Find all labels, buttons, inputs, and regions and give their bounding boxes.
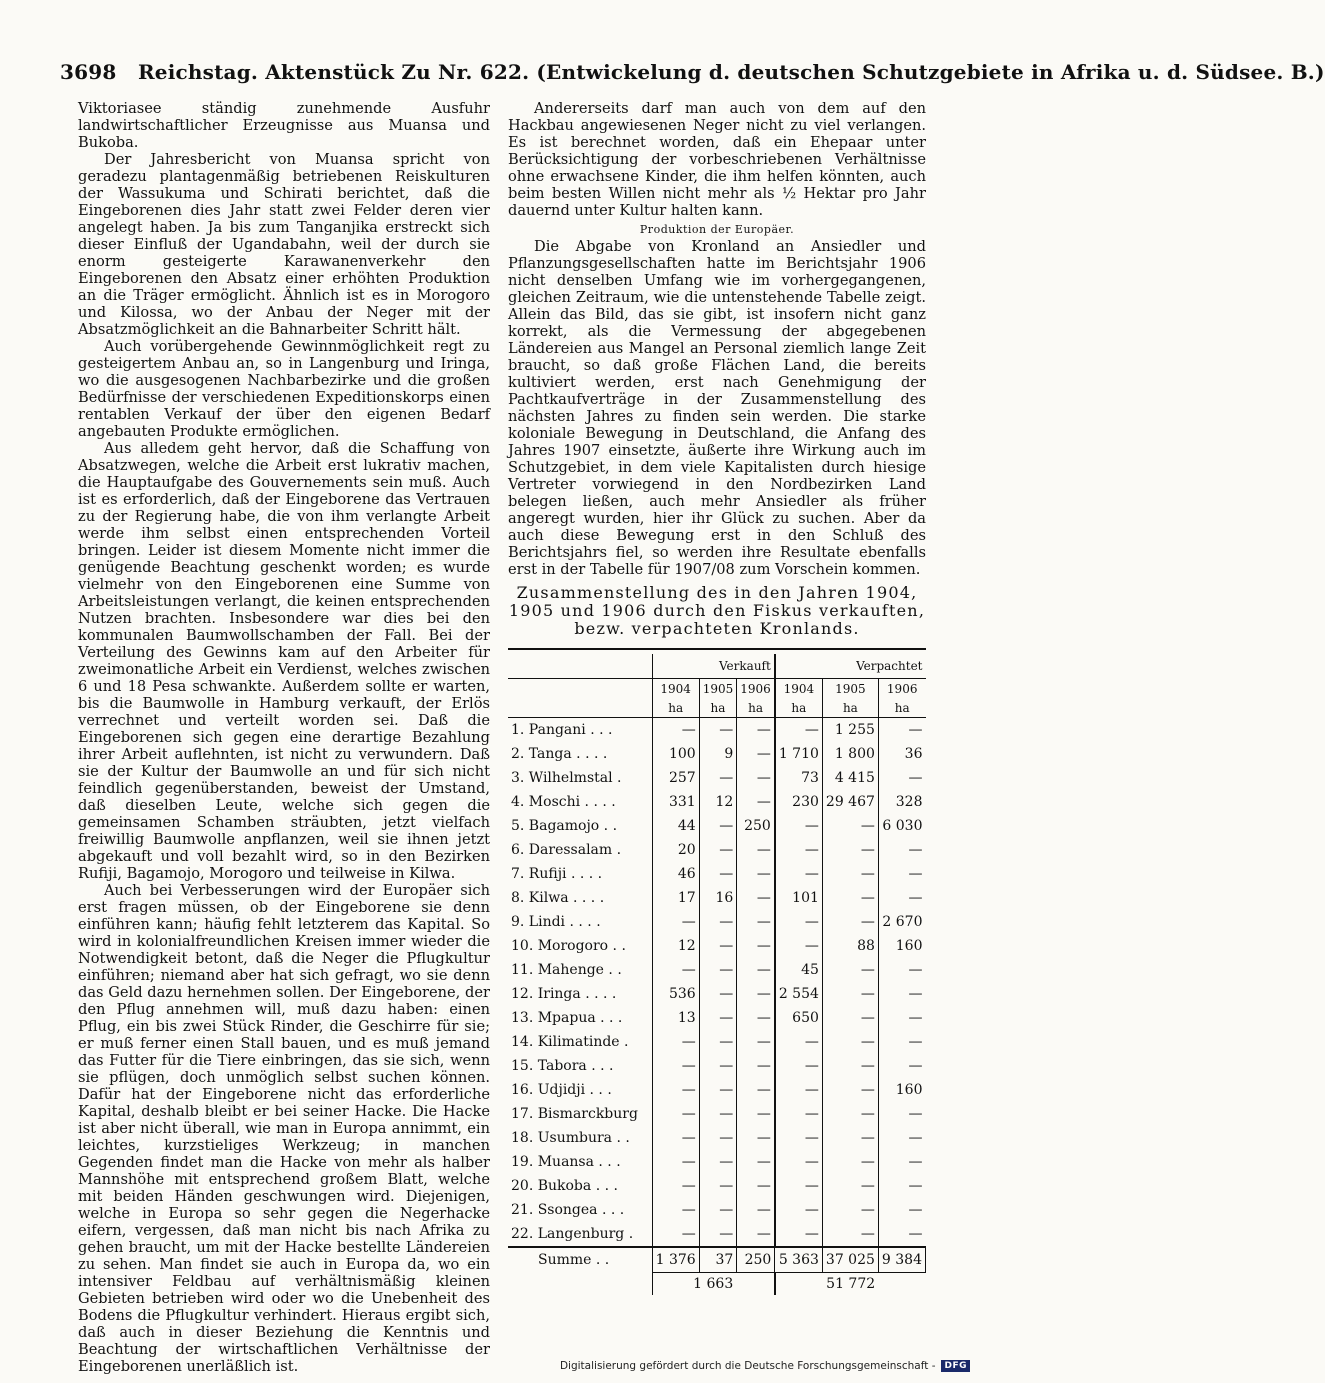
- table-cell: —: [699, 718, 737, 743]
- table-row: [508, 766, 926, 790]
- table-cell: 9: [699, 742, 737, 766]
- table-cell: 20: [652, 838, 699, 862]
- table-cell: —: [699, 1102, 737, 1126]
- table-cell: —: [775, 1030, 823, 1054]
- unit-header: ha: [822, 699, 878, 718]
- table-cell: —: [737, 1150, 775, 1174]
- year-header: 1905: [822, 679, 878, 700]
- table-cell: —: [878, 766, 925, 790]
- paragraph: Der Jahresbericht von Muansa spricht von geradezu plantagenmäßig betriebenen Reiskulturen der Wassukuma und Schirati berichtet, daß die Eingeborenen dies Jahr statt zwei Felder deren vier angelegt haben. Ja bis zum Tanganjika erstreckt sich dieser Einfluß der Ugandabahn, weil der durch sie enorm gesteigerte Karawanenverkehr den Eingeborenen den Absatz einer erhöhten Produktion an die Träger ermöglicht. Ähnlich ist es in Morogoro und Kilossa, wo der Anbau der Neger mit der Absatzmöglichkeit an die Bahnarbeiter Schritt hält.: [78, 151, 490, 338]
- district-label: 17. Bismarckburg: [511, 1105, 638, 1122]
- table-cell: 88: [822, 934, 878, 958]
- total-verpachtet: 51 772: [775, 1273, 926, 1296]
- section-heading: Produktion der Europäer.: [639, 223, 795, 236]
- table-cell: —: [822, 982, 878, 1006]
- page-number: 3698: [60, 60, 117, 84]
- paragraph: Viktoriasee ständig zunehmende Ausfuhr landwirtschaftlicher Erzeugnisse aus Muansa und Bukoba.: [78, 100, 490, 151]
- district-label: 9. Lindi . . . .: [511, 913, 601, 930]
- district-label: 1. Pangani . . .: [511, 721, 613, 738]
- table-row: [508, 982, 926, 1006]
- district-label: 5. Bagamojo . .: [511, 817, 618, 834]
- left-column: [78, 100, 490, 1375]
- table-cell: —: [775, 718, 823, 743]
- table-cell: —: [822, 814, 878, 838]
- district-label: 19. Muansa . . .: [511, 1153, 621, 1170]
- right-column: [508, 100, 926, 1295]
- table-cell: —: [775, 1222, 823, 1247]
- table-cell: 1 255: [822, 718, 878, 743]
- table-cell: 29 467: [822, 790, 878, 814]
- table-cell: —: [822, 886, 878, 910]
- table-cell: —: [699, 934, 737, 958]
- table-cell: —: [699, 1078, 737, 1102]
- table-cell: 4 415: [822, 766, 878, 790]
- table-cell: —: [878, 838, 925, 862]
- table-row: [508, 838, 926, 862]
- table-cell: —: [737, 958, 775, 982]
- table-cell: —: [699, 1126, 737, 1150]
- table-cell: —: [737, 982, 775, 1006]
- header-verpachtet: Verpachtet: [775, 654, 926, 679]
- table-cell: —: [822, 1126, 878, 1150]
- table-cell: —: [737, 1006, 775, 1030]
- table-row: [508, 718, 926, 743]
- table-row: [508, 910, 926, 934]
- table-row: [508, 1222, 926, 1247]
- table-cell: —: [775, 1150, 823, 1174]
- table-cell: —: [652, 1030, 699, 1054]
- table-cell: —: [652, 1102, 699, 1126]
- table-cell: —: [737, 1030, 775, 1054]
- table-cell: —: [775, 1054, 823, 1078]
- table-cell: —: [822, 1150, 878, 1174]
- table-cell: —: [822, 1102, 878, 1126]
- sum-cell: 37: [699, 1247, 737, 1273]
- table-cell: —: [699, 766, 737, 790]
- table-cell: —: [775, 838, 823, 862]
- footer-text: Digitalisierung gefördert durch die Deutsche Forschungsgemeinschaft -: [559, 1360, 936, 1372]
- table-cell: —: [737, 742, 775, 766]
- year-header: 1904: [652, 679, 699, 700]
- table-cell: 46: [652, 862, 699, 886]
- district-label: 18. Usumbura . .: [511, 1129, 630, 1146]
- table-cell: —: [775, 1198, 823, 1222]
- table-cell: —: [737, 1222, 775, 1247]
- district-label: 11. Mahenge . .: [511, 961, 622, 978]
- table-cell: —: [775, 814, 823, 838]
- table-cell: —: [737, 1102, 775, 1126]
- table-cell: —: [737, 1126, 775, 1150]
- table-cell: —: [822, 1222, 878, 1247]
- table-cell: —: [822, 1054, 878, 1078]
- table-cell: —: [775, 910, 823, 934]
- page-header: [60, 60, 1325, 90]
- sum-cell: 5 363: [775, 1247, 823, 1273]
- table-cell: —: [822, 838, 878, 862]
- table-cell: —: [652, 1222, 699, 1247]
- table-cell: —: [737, 1174, 775, 1198]
- table-cell: —: [775, 934, 823, 958]
- table-cell: —: [878, 1222, 925, 1247]
- table-cell: 536: [652, 982, 699, 1006]
- district-label: 12. Iringa . . . .: [511, 985, 617, 1002]
- district-label: 7. Rufiji . . . .: [511, 865, 603, 882]
- table-cell: —: [699, 910, 737, 934]
- sum-cell: 250: [737, 1247, 775, 1273]
- table-cell: 44: [652, 814, 699, 838]
- table-row: [508, 1150, 926, 1174]
- year-header: 1906: [737, 679, 775, 700]
- table-row: [508, 886, 926, 910]
- table-cell: —: [822, 1198, 878, 1222]
- sum-row: [508, 1247, 926, 1273]
- table-title: Zusammenstellung des in den Jahren 1904, 1905 und 1906 durch den Fiskus verkauften, bezw. verpachteten Kronlands.: [508, 583, 926, 638]
- table-cell: 1 710: [775, 742, 823, 766]
- table-cell: —: [699, 1030, 737, 1054]
- table-cell: 101: [775, 886, 823, 910]
- table-cell: —: [822, 910, 878, 934]
- table-cell: —: [699, 1174, 737, 1198]
- table-cell: 13: [652, 1006, 699, 1030]
- table-cell: 650: [775, 1006, 823, 1030]
- table-cell: —: [699, 814, 737, 838]
- table-cell: 2 670: [878, 910, 925, 934]
- table-cell: 250: [737, 814, 775, 838]
- table-cell: —: [878, 1150, 925, 1174]
- footer-credit: [560, 1360, 970, 1372]
- table-row: [508, 1102, 926, 1126]
- table-cell: —: [822, 1006, 878, 1030]
- unit-header: ha: [878, 699, 925, 718]
- table-cell: —: [775, 1126, 823, 1150]
- district-label: 16. Udjidji . . .: [511, 1081, 612, 1098]
- table-cell: —: [652, 1198, 699, 1222]
- table-row: [508, 1006, 926, 1030]
- table-row: [508, 790, 926, 814]
- table-cell: —: [737, 1078, 775, 1102]
- table-cell: —: [652, 1078, 699, 1102]
- table-cell: —: [699, 1054, 737, 1078]
- table-cell: —: [737, 934, 775, 958]
- sum-cell: 37 025: [822, 1247, 878, 1273]
- table-cell: —: [699, 1222, 737, 1247]
- district-label: 3. Wilhelmstal .: [511, 769, 622, 786]
- district-label: 6. Daressalam .: [511, 841, 622, 858]
- table-row: [508, 814, 926, 838]
- table-cell: 257: [652, 766, 699, 790]
- table-cell: 160: [878, 1078, 925, 1102]
- table-cell: —: [699, 1198, 737, 1222]
- crownland-table: [508, 648, 926, 1295]
- year-header: 1906: [878, 679, 925, 700]
- district-label: 2. Tanga . . . .: [511, 745, 608, 762]
- table-cell: —: [878, 1198, 925, 1222]
- table-cell: —: [737, 910, 775, 934]
- table-row: [508, 1198, 926, 1222]
- paragraph: Auch bei Verbesserungen wird der Europäer sich erst fragen müssen, ob der Eingeborene sie denn einführen kann; häufig fehlt letzterem das Kapital. So wird in kolonialfreundlichen Kreisen immer wieder die Notwendigkeit betont, daß die Neger die Pflugkultur einführen; niemand aber hat sich gefragt, wo sie denn das Geld dazu hernehmen sollen. Der Eingeborene, der den Pflug annehmen will, muß dazu haben: einen Pflug, ein bis zwei Stück Rinder, die Geschirre für sie; er muß ferner einen Stall bauen, und es muß jemand das Futter für die Tiere einbringen, das sie sich, wenn sie pflügen, doch unmöglich selbst suchen können. Dafür hat der Eingeborene nicht das erforderliche Kapital, deshalb bleibt er bei seiner Hacke. Die Hacke ist aber nicht überall, wie man in Europa annimmt, ein leichtes, kurzstieliges Werkzeug; in manchen Gegenden findet man die Hacke von mehr als halber Mannshöhe mit entsprechend großem Blatt, welche mit beiden Händen geschwungen wird. Diejenigen, welche in Europa so sehr gegen die Negerhacke eifern, vergessen, daß man nicht bis nach Afrika zu gehen braucht, um mit der Hacke bestellte Ländereien zu sehen. Man findet sie auch in Europa da, wo ein intensiver Feldbau auf verhältnismäßig kleinen Gebieten betrieben wird oder wo die Unebenheit des Bodens die Pflugkultur verhindert. Hieraus ergibt sich, daß auch in dieser Beziehung die Kenntnis und Beachtung der wirtschaftlichen Verhältnisse der Eingeborenen unerläßlich ist.: [78, 882, 490, 1375]
- table-cell: —: [878, 1006, 925, 1030]
- district-label: 13. Mpapua . . .: [511, 1009, 623, 1026]
- table-cell: —: [878, 1174, 925, 1198]
- table-cell: 100: [652, 742, 699, 766]
- table-cell: 73: [775, 766, 823, 790]
- table-cell: —: [652, 958, 699, 982]
- table-row: [508, 1030, 926, 1054]
- table-cell: —: [878, 1054, 925, 1078]
- sum-cell: 9 384: [878, 1247, 925, 1273]
- table-cell: —: [737, 790, 775, 814]
- table-cell: —: [652, 1126, 699, 1150]
- table-cell: 17: [652, 886, 699, 910]
- table-cell: 45: [775, 958, 823, 982]
- table-cell: —: [699, 862, 737, 886]
- sum-cell: 1 376: [652, 1247, 699, 1273]
- table-cell: 6 030: [878, 814, 925, 838]
- table-row: [508, 1174, 926, 1198]
- table-cell: —: [737, 718, 775, 743]
- table-row: [508, 1078, 926, 1102]
- table-cell: 2 554: [775, 982, 823, 1006]
- table-cell: —: [737, 862, 775, 886]
- table-cell: 328: [878, 790, 925, 814]
- unit-header: ha: [775, 699, 823, 718]
- table-cell: —: [822, 862, 878, 886]
- table-row: [508, 1054, 926, 1078]
- header-verkauft: Verkauft: [652, 654, 775, 679]
- table-cell: —: [822, 1078, 878, 1102]
- page-running-title: Reichstag. Aktenstück Zu Nr. 622. (Entwickelung d. deutschen Schutzgebiete in Afrika u. d. Südsee. B.): [137, 60, 1325, 84]
- table-row: [508, 1126, 926, 1150]
- table-cell: 160: [878, 934, 925, 958]
- table-cell: —: [822, 1174, 878, 1198]
- table-cell: —: [652, 1054, 699, 1078]
- table-cell: —: [652, 910, 699, 934]
- table-cell: —: [699, 958, 737, 982]
- paragraph: Auch vorübergehende Gewinnmöglichkeit regt zu gesteigertem Anbau an, so in Langenburg und Iringa, wo die ausgesogenen Nachbarbezirke und die großen Bedürfnisse der verschiedenen Expeditionskorps einen rentablen Verkauf der über den eigenen Bedarf angebauten Produkte ermöglichen.: [78, 338, 490, 440]
- table-cell: —: [878, 1030, 925, 1054]
- table-cell: —: [878, 1102, 925, 1126]
- table-cell: —: [699, 1006, 737, 1030]
- district-label: 22. Langenburg .: [511, 1225, 634, 1242]
- district-label: 21. Ssongea . . .: [511, 1201, 625, 1218]
- table-cell: 331: [652, 790, 699, 814]
- table-cell: 230: [775, 790, 823, 814]
- paragraph: Aus alledem geht hervor, daß die Schaffung von Absatzwegen, welche die Arbeit erst lukrativ machen, die Hauptaufgabe des Gouvernements sein muß. Auch ist es erforderlich, daß der Eingeborene das Vertrauen zu der Regierung habe, die von ihm verlangte Arbeit werde ihm selbst einen entsprechenden Vorteil bringen. Leider ist diesem Momente nicht immer die genügende Beachtung geschenkt worden; es wurde vielmehr von den Eingeborenen eine Summe von Arbeitsleistungen verlangt, die keinen entsprechenden Nutzen brachten. Insbesondere war dies bei den kommunalen Baumwollschamben der Fall. Bei der Verteilung des Gewinns kam auf den Arbeiter für zweimonatliche Arbeit ein Verdienst, welches zwischen 6 und 18 Pesa schwankte. Außerdem sollte er warten, bis die Baumwolle in Hamburg verkauft, der Erlös verrechnet und verteilt worden sei. Daß die Eingeborenen sich gegen eine derartige Bezahlung ihrer Arbeit auflehnten, ist nicht zu verwundern. Daß sie der Kultur der Baumwolle an und für sich nicht feindlich gegenüberstanden, beweist der Umstand, daß dieselben Leute, welche sich gegen die gemeinsamen Schamben sträubten, jetzt vielfach freiwillig Baumwolle anpflanzen, weil sie ihnen jetzt abgekauft und voll bezahlt wird, so in den Bezirken Rufiji, Bagamojo, Morogoro und teilweise in Kilwa.: [78, 440, 490, 882]
- table-cell: —: [822, 1030, 878, 1054]
- table-cell: —: [775, 862, 823, 886]
- district-label: 20. Bukoba . . .: [511, 1177, 618, 1194]
- district-label: 14. Kilimatinde .: [511, 1033, 629, 1050]
- table-cell: —: [699, 838, 737, 862]
- table-cell: —: [737, 766, 775, 790]
- table-row: [508, 958, 926, 982]
- table-cell: —: [737, 1054, 775, 1078]
- unit-header: ha: [652, 699, 699, 718]
- unit-header: ha: [737, 699, 775, 718]
- table-row: [508, 742, 926, 766]
- table-cell: —: [652, 718, 699, 743]
- paragraph: Andererseits darf man auch von dem auf den Hackbau angewiesenen Neger nicht zu viel verlangen. Es ist berechnet worden, daß ein Ehepaar unter Berücksichtigung der vorbeschriebenen Verhältnisse ohne erwachsene Kinder, die ihm helfen könnten, auch beim besten Willen nicht mehr als ½ Hektar pro Jahr dauernd unter Kultur halten kann.: [508, 100, 926, 219]
- table-row: [508, 862, 926, 886]
- table-cell: —: [775, 1078, 823, 1102]
- table-cell: 1 800: [822, 742, 878, 766]
- district-label: 15. Tabora . . .: [511, 1057, 614, 1074]
- table-cell: 36: [878, 742, 925, 766]
- table-cell: 12: [652, 934, 699, 958]
- table-cell: 16: [699, 886, 737, 910]
- table-cell: —: [878, 982, 925, 1006]
- district-label: 4. Moschi . . . .: [511, 793, 616, 810]
- table-cell: —: [878, 862, 925, 886]
- table-row: [508, 934, 926, 958]
- total-row: [508, 1273, 926, 1296]
- table-cell: —: [699, 1150, 737, 1174]
- dfg-logo: DFG: [941, 1360, 970, 1372]
- district-label: 10. Morogoro . .: [511, 937, 626, 954]
- table-cell: —: [652, 1174, 699, 1198]
- table-cell: —: [737, 886, 775, 910]
- year-header: 1904: [775, 679, 823, 700]
- table-cell: —: [775, 1102, 823, 1126]
- table-cell: —: [652, 1150, 699, 1174]
- table-cell: —: [878, 958, 925, 982]
- table-cell: —: [822, 958, 878, 982]
- sum-label: Summe . .: [508, 1247, 652, 1273]
- table-cell: 12: [699, 790, 737, 814]
- paragraph: Die Abgabe von Kronland an Ansiedler und Pflanzungsgesellschaften hatte im Berichtsjahr 1906 nicht denselben Umfang wie im vorhergegangenen, gleichen Zeitraum, wie die untenstehende Tabelle zeigt. Allein das Bild, das sie gibt, ist insofern nicht ganz korrekt, als die Vermessung der abgegebenen Ländereien aus Mangel an Personal ziemlich lange Zeit braucht, so daß große Flächen Land, die bereits kultiviert werden, erst nach Genehmigung der Pachtkaufverträge in der Zusammenstellung des nächsten Jahres zu finden sein werden. Die starke koloniale Bewegung in Deutschland, die Anfang des Jahres 1907 einsetzte, äußerte ihre Wirkung auch im Schutzgebiet, in dem viele Kapitalisten durch hiesige Vertreter vorwiegend in den Nordbezirken Land belegen ließen, auch mehr Ansiedler als früher angeregt wurden, hier ihr Glück zu suchen. Aber da auch diese Bewegung erst in den Schluß des Berichtsjahrs fiel, so werden ihre Resultate ebenfalls erst in der Tabelle für 1907/08 zum Vorschein kommen.: [508, 238, 926, 578]
- total-verkauft: 1 663: [652, 1273, 775, 1296]
- district-label: 8. Kilwa . . . .: [511, 889, 605, 906]
- table-cell: —: [878, 1126, 925, 1150]
- table-cell: —: [737, 1198, 775, 1222]
- table-cell: —: [878, 718, 925, 743]
- table-cell: —: [699, 982, 737, 1006]
- year-header: 1905: [699, 679, 737, 700]
- table-cell: —: [878, 886, 925, 910]
- table-cell: —: [737, 838, 775, 862]
- unit-header: ha: [699, 699, 737, 718]
- table-cell: —: [775, 1174, 823, 1198]
